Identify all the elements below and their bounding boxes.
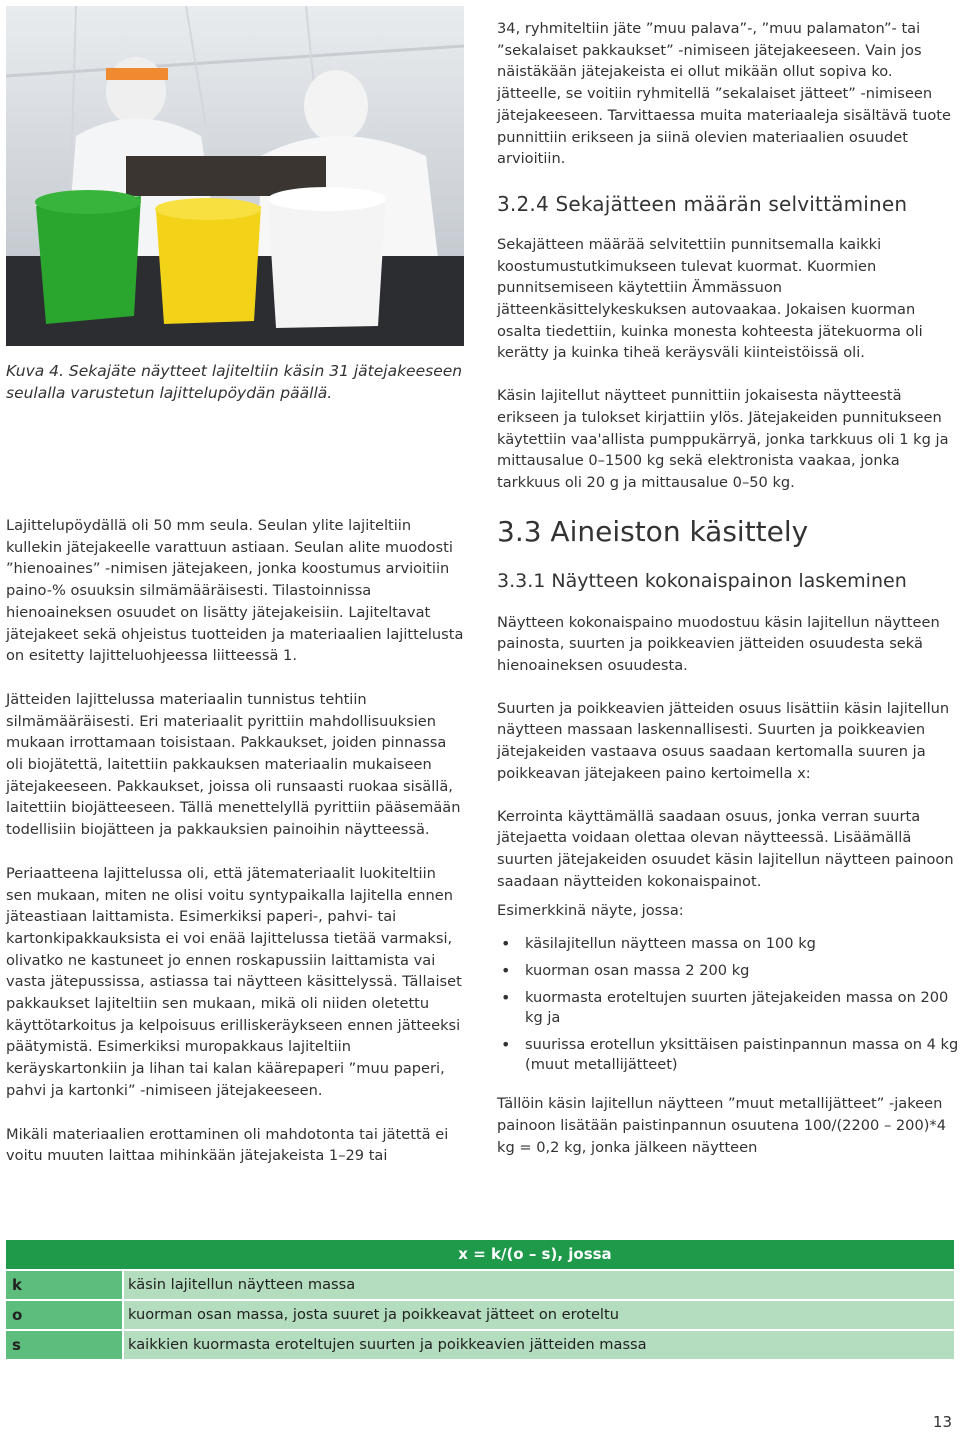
caption-text: Sekajäte näytteet lajiteltiin käsin 31 jätejakeeseen seulalla varustetun lajittelupöydän päällä. bbox=[6, 362, 463, 402]
photo-sorting-waste bbox=[6, 6, 464, 346]
paragraph: Tällöin käsin lajitellun näytteen ”muut metallijätteet” -jakeen painoon lisätään paistinpannun osuutena 100/(2200 – 200)*4 kg = 0,2 kg, jonka jälkeen näytteen bbox=[497, 1095, 947, 1156]
paragraph: Näytteen kokonaispaino muodostuu käsin lajitellun näytteen painosta, suurten ja poikkeavien jätteiden osuudesta sekä hienoaineksen osuudesta. bbox=[497, 613, 940, 675]
paragraph: Periaatteena lajittelussa oli, että jätemateriaalit luokiteltiin sen mukaan, miten ne olisi voitu syntypaikalla lajitella ennen jäteastiaan laittamista. Esimerkiksi paperi-, pahvi- tai kartonkipakkauksista ei voi enää lajittelussa tietää varmaksi, olivatko ne kastuneet jo ennen roskapussiin laittamista vai vasta jätepussissa, astiassa tai näytteen käsittelyssä. Tällaiset pakkaukset lajiteltiin sen mukaan, mikä oli niiden oletettu käyttötarkoitus ja kelpoisuus erilliskeräykseen ennen jätteeksi päätymistä. Esimerkiksi muropakkaus lajiteltiin keräyskartonkiin ja lihan tai kalan käärepaperi ”muu paperi, pahvi ja kartonki” -nimiseen jätejakeeseen. bbox=[6, 864, 462, 1099]
paragraph: Lajittelupöydällä oli 50 mm seula. Seulan ylite lajiteltiin kullekin jätejakeelle varattuun astiaan. Seulan alite muodosti ”hienoaines” -nimisen jätejakeen, jonka koostumus arvioitiin paino-% osuuksin silmämääräisesti. Tilastoinnissa hienoaineksen osuudet on lisätty jätejakeisiin. Lajiteltavat jätejakeet sekä ohjeistus tuotteiden ja materiaalien lajittelusta on esitetty lajitteluohjeessa liitteessä 1. bbox=[6, 517, 464, 665]
example-list bbox=[497, 934, 959, 1075]
formula-row bbox=[6, 1271, 954, 1299]
right-column bbox=[497, 18, 959, 1179]
formula-symbol: o bbox=[6, 1301, 122, 1329]
paragraph: Sekajätteen määrää selvitettiin punnitsemalla kaikki koostumustutkimukseen tulevat kuormat. Kuormien punnitsemiseen käytettiin Ämmässuon jätteenkäsittelykeskuksen autovaakaa. Jokaisen kuorman osalta tiedettiin, kuinka monesta kohteesta jätekuorma oli kerätty ja kuinka tiheä keräysväli kiinteistöissä oli. bbox=[497, 235, 923, 362]
left-column bbox=[6, 515, 466, 1189]
section-heading-3-3: 3.3 Aineiston käsittely bbox=[497, 514, 809, 548]
formula-row bbox=[6, 1301, 954, 1329]
list-item: • käsilajitellun näytteen massa on 100 kg bbox=[497, 934, 959, 954]
paragraph: Esimerkkinä näyte, jossa: bbox=[497, 902, 684, 920]
formula-description: kuorman osan massa, josta suuret ja poikkeavat jätteet on eroteltu bbox=[124, 1301, 954, 1329]
formula-symbol: k bbox=[6, 1271, 122, 1299]
section-heading-3-3-1: 3.3.1 Näytteen kokonaispainon laskeminen bbox=[497, 569, 907, 592]
formula-row bbox=[6, 1331, 954, 1359]
formula-description: käsin lajitellun näytteen massa bbox=[124, 1271, 954, 1299]
list-item: • suurissa erotellun yksittäisen paistinpannun massa on 4 kg (muut metallijätteet) bbox=[497, 1035, 959, 1075]
paragraph: Suurten ja poikkeavien jätteiden osuus lisättiin käsin lajitellun näytteen massaan laskennallisesti. Suurten ja poikkeavien jätejakeiden vastaava osuus saadaan kertomalla suuren ja poikkeavan jätejakeen paino kertoimella x: bbox=[497, 699, 950, 782]
paragraph: Jätteiden lajittelussa materiaalin tunnistus tehtiin silmämääräisesti. Eri materiaalit pyrittiin mahdollisuuksien mukaan irrottamaan toisistaan. Pakkaukset, joiden pinnassa oli biojätettä, laitettiin pakkauksen materiaalin mukaiseen jätejakeeseen. Pakkaukset, joissa oli runsaasti ruokaa sisällä, laitettiin biojätteeseen. Tällä menettelyllä pyrittiin pääsemään todellisiin biojätteen ja pakkauksien painoihin näytteessä. bbox=[6, 690, 461, 839]
list-item: • kuormasta eroteltujen suurten jätejakeiden massa on 200 kg ja bbox=[497, 988, 959, 1028]
list-item: • kuorman osan massa 2 200 kg bbox=[497, 961, 959, 981]
formula-description: kaikkien kuormasta eroteltujen suurten ja poikkeavien jätteiden massa bbox=[124, 1331, 954, 1359]
formula-box bbox=[6, 1240, 954, 1359]
formula-header: x = k/(o – s), jossa bbox=[6, 1240, 954, 1269]
formula-symbol: s bbox=[6, 1331, 122, 1359]
photo-caption bbox=[6, 360, 464, 404]
paragraph: Kerrointa käyttämällä saadaan osuus, jonka verran suurta jätejaetta voidaan olettaa olevan näytteessä. Lisäämällä suurten jätejakeiden osuudet käsin lajitellun näytteen painoon saadaan näytteiden kokonaispainot. bbox=[497, 807, 954, 890]
page-number: 13 bbox=[932, 1413, 952, 1431]
caption-label: Kuva 4. bbox=[6, 362, 64, 380]
paragraph: 34, ryhmiteltiin jäte ”muu palava”-, ”muu palamaton”- tai ”sekalaiset pakkaukset” -nimiseen jätejakeeseen. Vain jos näistäkään jätejakeista ei ollut mikään ollut sopiva ko. jätteelle, se voitiin ryhmitellä ”sekalaiset jätteet” -nimiseen jätejakeeseen. Tarvittaessa muita materiaaleja sisältävä tuote punnittiin erikseen ja siinä olevien materiaalien osuudet arvioitiin. bbox=[497, 20, 951, 168]
section-heading-3-2-4: 3.2.4 Sekajätteen määrän selvittäminen bbox=[497, 191, 908, 216]
paragraph: Käsin lajitellut näytteet punnittiin jokaisesta näytteestä erikseen ja tulokset kirjattiin ylös. Jätejakeiden punnitukseen käytettiin vaa'allista pumppukärryä, jonka tarkkuus oli 1 kg ja mittausalue 0–1500 kg sekä elektronista vaakaa, jonka tarkkuus oli 20 g ja mittausalue 0–50 kg. bbox=[497, 387, 949, 491]
paragraph: Mikäli materiaalien erottaminen oli mahdotonta tai jätettä ei voitu muuten laittaa mihinkään jätejakeista 1–29 tai bbox=[6, 1125, 449, 1165]
